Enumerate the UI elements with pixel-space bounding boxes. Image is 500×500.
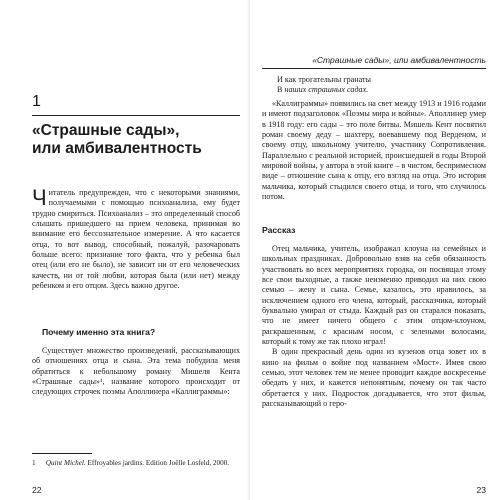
footnote-rule bbox=[32, 453, 92, 454]
epigraph bbox=[277, 75, 371, 96]
footnote-title: Quint Michel. bbox=[45, 459, 86, 467]
intro-paragraph bbox=[32, 185, 240, 291]
epigraph-source: наших страшных садах. bbox=[284, 85, 369, 95]
right-section-heading: Рассказ bbox=[262, 225, 296, 235]
chapter-title-line2: или амбивалентность bbox=[32, 140, 202, 157]
right-paragraphs bbox=[262, 244, 486, 410]
paragraph-2: Отец мальчика, учитель, изображал клоуна на семейных и школьных праздниках. Добровольно взяв на себя обязанность участвовать во всех мероприятиях городка, он посвящал этому все свои выходные, а также неизменно приводил на них свою семью – жену и сына. Семье, казалось, это нравилось, за исключением одного его члена, который, рассказчика, который буквально умирал от стыда. Каждый раз он старался показать, что не имеет ничего общего с этим отцом-клоуном, раскрашенным, с красным носом, с зелеными волосами, который к тому же так плохо играл! bbox=[262, 244, 486, 347]
paragraph-1: «Каллиграммы» появились на свет между 1913 и 1916 годами и имеют подзаголовок «Поэмы мира и войны». Аполлинер умер в 1918 году: его сады – это поле битвы. Мишель Кент посвятил роман своему деду – шахтеру, воевавшему под Верденом, и своему отцу, школьному учителю, участнику Сопротивления. Параллельно с реальной историей, происшедшей в годы Второй мировой войны, у автора в этой книге – в чистом, беспримесном виде – отношение сына к отцу, его взгляд на отца. Это история мальчика, который стыдился своего отца, и того, что случилось потом. bbox=[262, 99, 486, 202]
epigraph-line2 bbox=[277, 85, 371, 95]
section-paragraph bbox=[32, 346, 240, 398]
footnote-text: Effroyables jardins. Edition Joëlle Losfeld, 2000. bbox=[87, 459, 230, 467]
chapter-rule bbox=[32, 115, 240, 116]
footnote bbox=[32, 459, 240, 468]
epigraph-line1: И как трогательны гранаты bbox=[277, 75, 371, 84]
right-paragraph-1 bbox=[262, 99, 486, 202]
footnote-number: 1 bbox=[32, 459, 36, 467]
intro-text: итатель предупрежден, что с некоторыми знаниями, получаемыми с помощью психоанализа, ему будет трудно смириться. Психоанализ – это определенный способ слышать пришедшего на прием человека, принимая во внимание его бессознательное измерение. А что касается отца, то вот вывод, способный, пожалуй, разочаровать больше всего: признание того факта, что у ребенка был отец (или его не было), не зависит ни от его человеческих качеств, ни от той любви, которая была (или нет) между ребенком и его отцом. Здесь важно другое. bbox=[32, 188, 240, 291]
chapter-title-line1: «Страшные сады», bbox=[32, 122, 180, 139]
drop-cap: Ч bbox=[32, 185, 47, 210]
page-number: 22 bbox=[32, 485, 42, 495]
section-text: Существует множество произведений, рассказывающих об отношениях отца и сына. Эта тема побудила меня обратиться к небольшому роману Мишеля Кента «Страшные сады»¹, название которого происходит от следующих строчек поэмы Аполлинера «Каллиграммы»: bbox=[32, 346, 240, 397]
paragraph-3: В один прекрасный день один из кузенов отца зовет их в кино на фильм о войне под названием «Мост». Имея свою семью, этот человек тем не менее проводит каждое воскресенье обедать у них, и кажется непонятным, почему он так часто обретается у них. Подросток догадывается, что этот фильм, рассказывающий о геро- bbox=[262, 347, 486, 409]
chapter-title bbox=[32, 122, 232, 158]
running-head-rule bbox=[262, 68, 486, 69]
section-heading: Почему именно эта книга? bbox=[42, 327, 156, 337]
running-head: «Страшные сады», или амбивалентность bbox=[312, 55, 486, 65]
epigraph-prefix: В bbox=[277, 85, 285, 95]
right-page-number: 23 bbox=[476, 485, 486, 495]
chapter-number: 1 bbox=[32, 93, 41, 110]
